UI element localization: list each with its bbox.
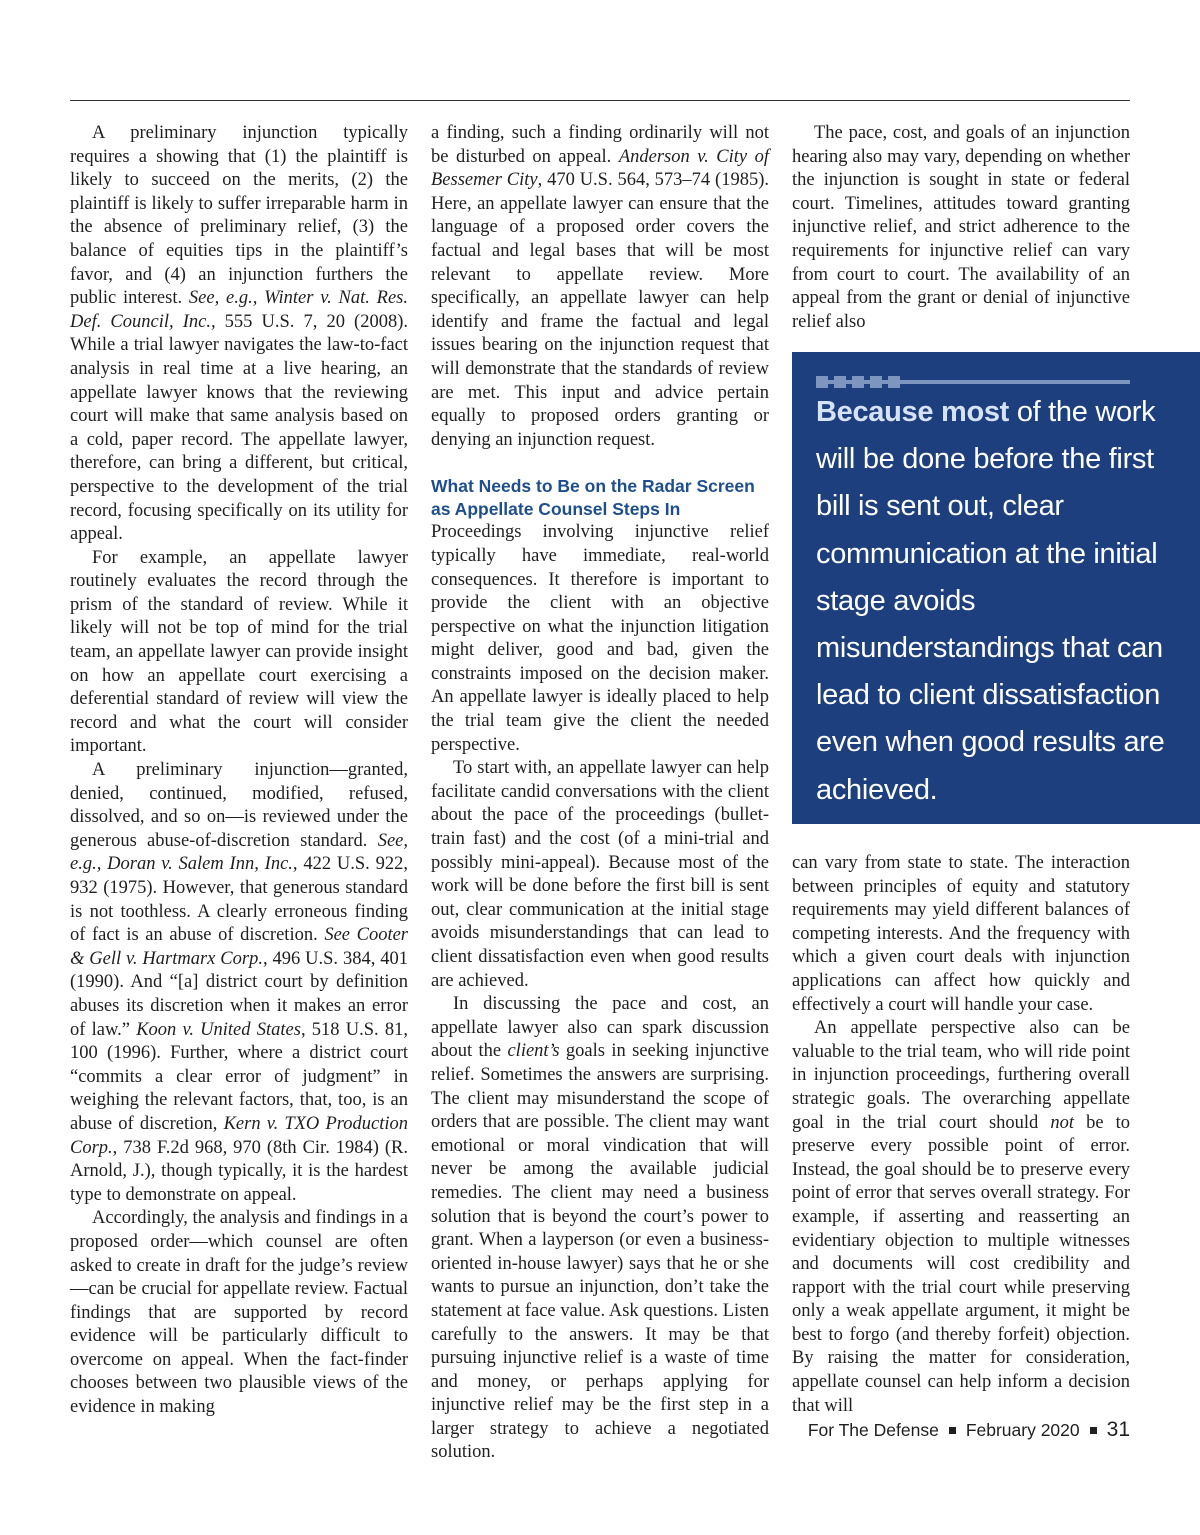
- paragraph: Proceedings involving injunctive relief typically have immediate, real-world consequences. It therefore is important to provide the client with an objective perspective on what the injunction litigation might deliver, good and bad, given the constraints imposed on the decision maker. An appellate lawyer is ideally placed to help the trial team give the client the needed perspective.: [431, 522, 769, 755]
- paragraph: To start with, an appellate lawyer can help facilitate candid conversations with the client about the pace of the proceedings (bullet-train fast) and the cost (of a mini-trial and possibly mini-appeal). Because most of the work will be done before the first bill is sent out, clear communication at the initial stage avoids misunderstandings that can lead to client dissatisfaction even when good results are achieved.: [431, 758, 769, 991]
- bullet-icon: [949, 1427, 956, 1434]
- paragraph: For example, an appellate lawyer routinely evaluates the record through the prism of the standard of review. While it likely will not be top of mind for the trial team, an appellate lawyer can provide insight on how an appellate court exercising a deferential standard of review will view the record and what the court will consider important.: [70, 547, 408, 757]
- paragraph: can vary from state to state. The interaction between principles of equity and statutory requirements may yield different balances of competing interests. And the frequency with which a given court deals with injunction applications can affect how quickly and effectively a court will handle your case.: [792, 853, 1130, 1015]
- header-rule: [70, 100, 1130, 101]
- paragraph: The pace, cost, and goals of an injunction hearing also may vary, depending on whether the injunction is sought in state or federal court. Timelines, attitudes toward granting injunctive relief, and strict adherence to the requirements for injunctive relief can vary from court to court. The availability of an appeal from the grant or denial of injunctive relief also: [792, 123, 1130, 332]
- paragraph: A preliminary injunction—granted, denied, continued, modified, refused, dissolved, and so on—is reviewed under the generous abuse-of-discretion standard. See, e.g., Doran v. Salem Inn, Inc., 422 U.S. 922, 932 (1975). However, that generous standard is not toothless. A clearly erroneous finding of fact is an abuse of discretion. See Cooter & Gell v. Hartmarx Corp., 496 U.S. 384, 401 (1990). And “[a] district court by definition abuses its discretion when it makes an error of law.” Koon v. United States, 518 U.S. 81, 100 (1996). Further, where a district court “commits a clear error of judgment” in weighing the relevant factors, that, too, is an abuse of discretion, Kern v. TXO Production Corp., 738 F.2d 968, 970 (8th Cir. 1984) (R. Arnold, J.), though typically, it is the hardest type to demonstrate on appeal.: [70, 760, 409, 1205]
- paragraph: Accordingly, the analysis and findings in a proposed order—which counsel are often asked to create in draft for the judge’s review—can be crucial for appellate review. Factual findings that are supported by record evidence will be particularly difficult to overcome on appeal. When the fact-finder chooses between two plausible views of the evidence in making: [70, 1208, 408, 1418]
- paragraph: In discussing the pace and cost, an appellate lawyer also can spark discussion about the client’s goals in seeking injunctive relief. Sometimes the answers are surprising. The client may misunderstand the scope of orders that are possible. The client may want emotional or moral vindication that will never be among the available judicial remedies. The client may need a business solution that is beyond the court’s power to grant. When a layperson (or even a business-oriented in-house lawyer) says that he or she wants to pursue an injunction, don’t take the statement at face value. Ask questions. Listen carefully to the answers. It may be that pursuing injunctive relief is a waste of time and money, or perhaps applying for injunctive relief may be the first step in a larger strategy to achieve a negotiated solution.: [431, 994, 770, 1463]
- bullet-icon: [1090, 1427, 1097, 1434]
- section-heading: What Needs to Be on the Radar Screen as Appellate Counsel Steps In: [431, 476, 755, 520]
- pull-quote-text: [816, 389, 1186, 814]
- paragraph: a finding, such a finding ordinarily will not be disturbed on appeal. Anderson v. City of Bessemer City, 470 U.S. 564, 573–74 (1985). Here, an appellate lawyer can ensure that the language of a proposed order covers the factual and legal bases that will be most relevant to appellate review. More specifically, an appellate lawyer can help identify and frame the factual and legal issues bearing on the injunction request that will demonstrate that the standards of review are met. This input and advice pertain equally to proposed orders granting or denying an injunction request.: [431, 123, 769, 450]
- publication-name: For The Defense: [807, 1419, 939, 1440]
- column-3-top: [792, 122, 1130, 334]
- pull-quote-lead: Because most: [816, 396, 1010, 428]
- paragraph: An appellate perspective also can be valuable to the trial team, who will ride point in injunction proceedings, furthering overall strategic goals. The overarching appellate goal in the trial court should not be to preserve every possible point of error. Instead, the goal should be to preserve every point of error that serves overall strategy. For example, if asserting and reasserting an evidentiary objection to multiple witnesses and documents will cost credibility and rapport with the trial court while preserving only a weak appellate argument, it might be best to forgo (and thereby forfeit) objection. By raising the matter for consideration, appellate counsel can help inform a decision that will: [792, 1018, 1130, 1416]
- pull-quote: [792, 352, 1200, 824]
- page-number: 31: [1106, 1418, 1130, 1441]
- decorative-squares: [816, 376, 900, 388]
- pull-quote-body: of the work will be done before the first bill is sent out, clear communication at the initial stage avoids misunderstandings that can lead to client dissatisfaction even when good results are achieved.: [816, 396, 1165, 806]
- column-2: [431, 122, 769, 1465]
- column-1: [70, 122, 408, 1420]
- page-footer: [808, 1418, 1130, 1442]
- column-3-bottom: [792, 852, 1130, 1418]
- paragraph: A preliminary injunction typically requires a showing that (1) the plaintiff is likely to succeed on the merits, (2) the plaintiff is likely to suffer irreparable harm in the absence of preliminary relief, (3) the balance of equities tips in the plaintiff’s favor, and (4) an injunction furthers the public interest. See, e.g., Winter v. Nat. Res. Def. Council, Inc., 555 U.S. 7, 20 (2008). While a trial lawyer navigates the law-to-fact analysis in real time at a live hearing, an appellate lawyer knows that the reviewing court will make that same analysis based on a cold, paper record. The appellate lawyer, therefore, can bring a different, but critical, perspective to the development of the trial record, focusing specifically on its utility for appeal.: [70, 123, 408, 545]
- issue-date: February 2020: [965, 1419, 1080, 1440]
